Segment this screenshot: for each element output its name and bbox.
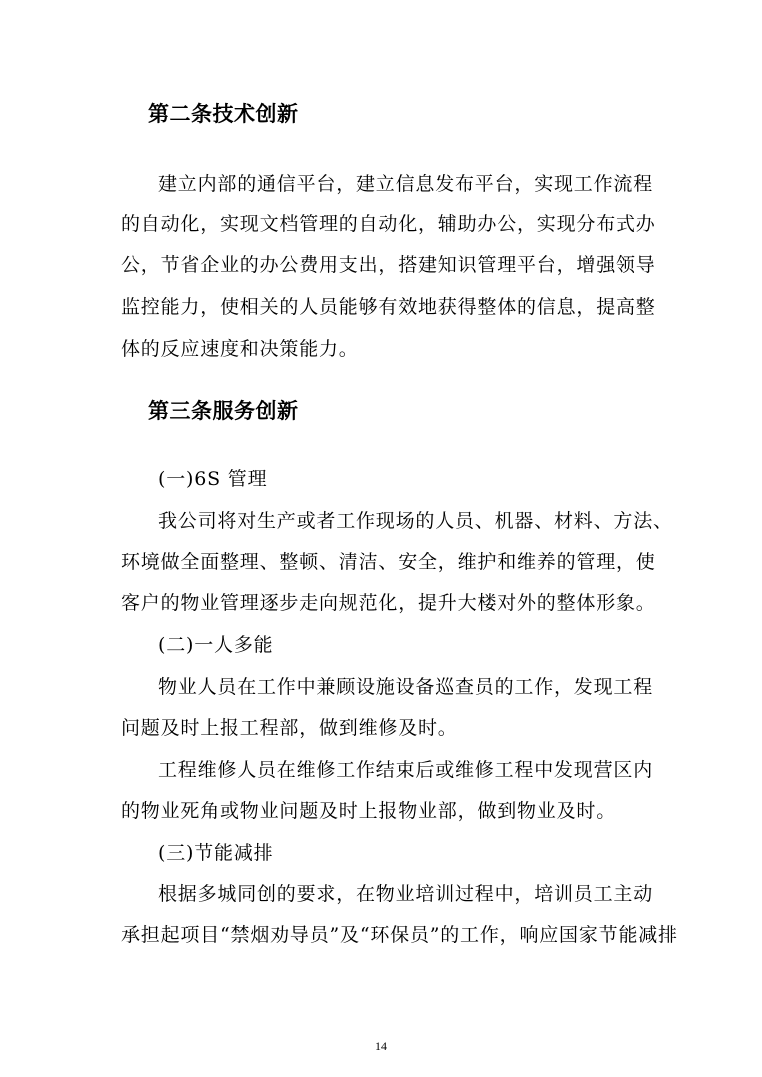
paragraph-line: 环境做全面整理、整顿、清洁、安全，维护和维养的管理，使 bbox=[121, 551, 656, 573]
paragraph-line: 建立内部的通信平台，建立信息发布平台，实现工作流程 bbox=[158, 173, 654, 195]
paragraph-line: 承担起项目“禁烟劝导员”及“环保员”的工作，响应国家节能减排 bbox=[121, 924, 678, 946]
paragraph-line: 监控能力，使相关的人员能够有效地获得整体的信息，提高整 bbox=[121, 296, 656, 318]
paragraph-line: 我公司将对生产或者工作现场的人员、机器、材料、方法、 bbox=[158, 510, 673, 532]
paragraph-line: 的自动化，实现文档管理的自动化，辅助办公，实现分布式办 bbox=[121, 213, 656, 235]
paragraph-line: 公，节省企业的办公费用支出，搭建知识管理平台，增强领导 bbox=[121, 254, 656, 276]
page-number: 14 bbox=[375, 1039, 387, 1053]
paragraph-line: 根据多城同创的要求，在物业培训过程中，培训员工主动 bbox=[158, 883, 654, 905]
section-heading-tech: 第二条技术创新 bbox=[148, 101, 299, 126]
subsection-title-energy: (三)节能减排 bbox=[158, 842, 274, 864]
paragraph-line: 体的反应速度和决策能力。 bbox=[121, 338, 359, 360]
paragraph-line: 物业人员在工作中兼顾设施设备巡查员的工作，发现工程 bbox=[158, 676, 654, 698]
paragraph-line: 问题及时上报工程部，做到维修及时。 bbox=[121, 717, 458, 739]
section-heading-service: 第三条服务创新 bbox=[148, 398, 299, 423]
paragraph-line: 客户的物业管理逐步走向规范化，提升大楼对外的整体形象。 bbox=[121, 592, 656, 614]
paragraph-line: 工程维修人员在维修工作结束后或维修工程中发现营区内 bbox=[158, 759, 654, 781]
subsection-title-6s: (一)6S 管理 bbox=[158, 468, 268, 490]
subsection-title-multiskill: (二)一人多能 bbox=[158, 634, 274, 656]
paragraph-line: 的物业死角或物业问题及时上报物业部，做到物业及时。 bbox=[121, 800, 617, 822]
